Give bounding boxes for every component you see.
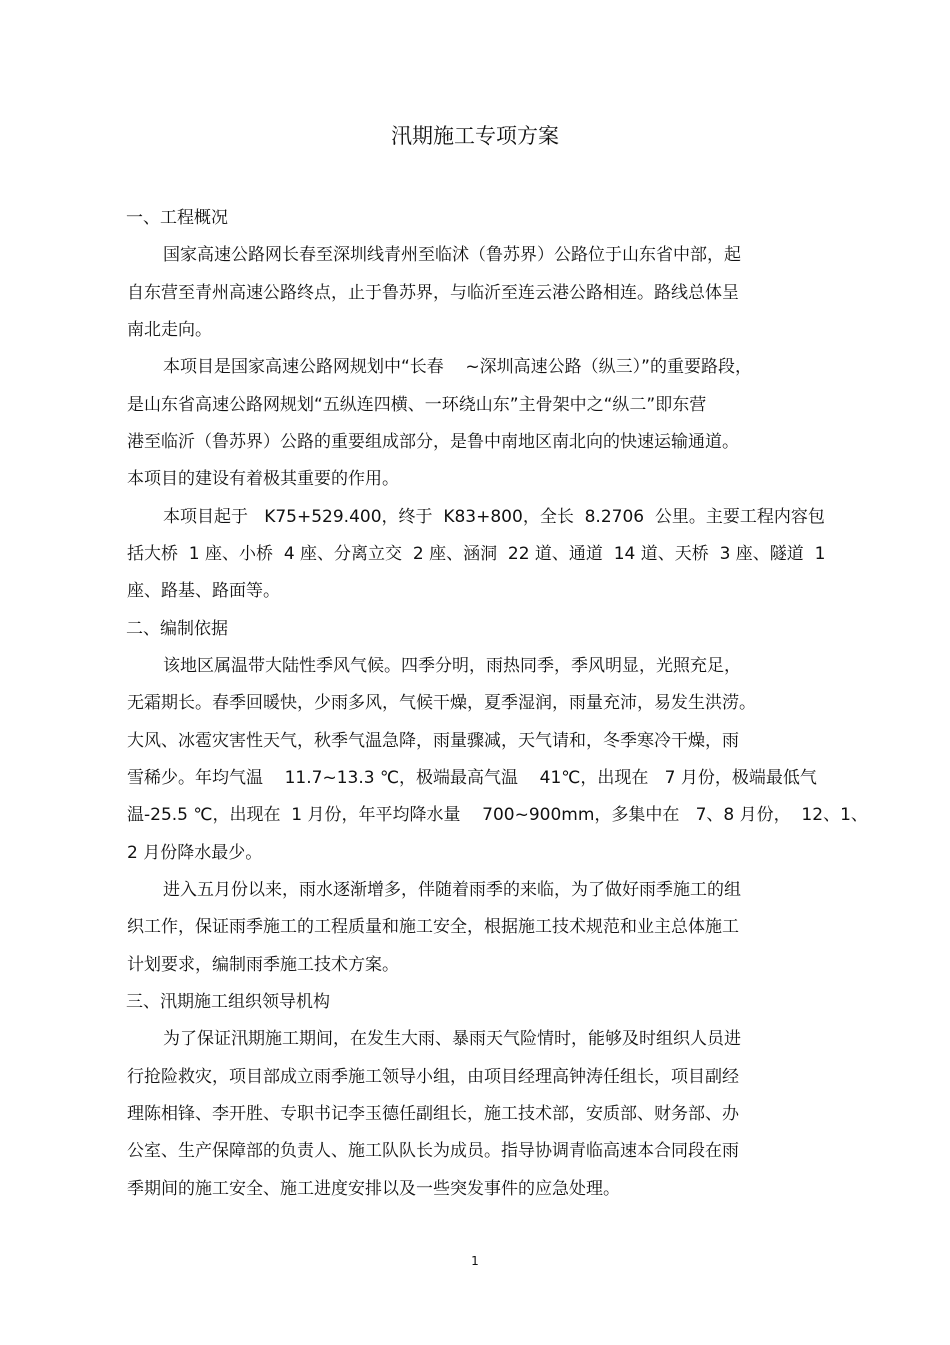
paragraph-line: 大风、冰雹灾害性天气，秋季气温急降，雨量骤减，天气请和，冬季寒冷干燥，雨 [127, 731, 739, 751]
paragraph-line: 织工作，保证雨季施工的工程质量和施工安全，根据施工技术规范和业主总体施工 [127, 917, 739, 937]
paragraph-line: 公室、生产保障部的负责人、施工队队长为成员。指导协调青临高速本合同段在雨 [127, 1141, 739, 1161]
paragraph-line: 是山东省高速公路网规划“五纵连四横、一环绕山东”主骨架中之“纵二”即东营 [127, 395, 707, 415]
paragraph-line: 雪稀少。年均气温 11.7~13.3 ℃，极端最高气温 41℃，出现在 7 月份，极端最低气 [127, 768, 817, 788]
paragraph-line: 无霜期长。春季回暖快，少雨多风，气候干燥，夏季湿润，雨量充沛，易发生洪涝。 [127, 693, 756, 713]
paragraph-line: 理陈相锋、李开胜、专职书记李玉德任副组长，施工技术部，安质部、财务部、办 [127, 1104, 739, 1124]
paragraph-line: 2 月份降水最少。 [127, 843, 263, 863]
paragraph-line: 为了保证汛期施工期间，在发生大雨、暴雨天气险情时，能够及时组织人员进 [163, 1029, 741, 1049]
document-title: 汛期施工专项方案 [391, 124, 559, 148]
paragraph-line: 括大桥 1 座、小桥 4 座、分离立交 2 座、涵洞 22 道、通道 14 道、天桥 3 座、隧道 1 [127, 544, 826, 564]
section-heading-project-overview: 一、工程概况 [126, 208, 228, 228]
page-number: 1 [471, 1254, 479, 1268]
paragraph-line: 座、路基、路面等。 [127, 581, 280, 601]
paragraph-line: 本项目起于 K75+529.400，终于 K83+800，全长 8.2706 公里。主要工程内容包 [163, 507, 825, 527]
paragraph-line: 南北走向。 [127, 320, 212, 340]
paragraph-line: 国家高速公路网长春至深圳线青州至临沭（鲁苏界）公路位于山东省中部，起 [163, 245, 741, 265]
paragraph-line: 本项目是国家高速公路网规划中“长春 ~深圳高速公路（纵三）”的重要路段， [163, 357, 752, 377]
paragraph-line: 进入五月份以来，雨水逐渐增多，伴随着雨季的来临，为了做好雨季施工的组 [163, 880, 741, 900]
paragraph-line: 该地区属温带大陆性季风气候。四季分明，雨热同季，季风明显，光照充足， [163, 656, 741, 676]
section-heading-organization: 三、汛期施工组织领导机构 [126, 992, 330, 1012]
section-heading-basis: 二、编制依据 [126, 619, 228, 639]
paragraph-line: 本项目的建设有着极其重要的作用。 [127, 469, 399, 489]
paragraph-line: 季期间的施工安全、施工进度安排以及一些突发事件的应急处理。 [127, 1179, 620, 1199]
paragraph-line: 计划要求，编制雨季施工技术方案。 [127, 955, 399, 975]
paragraph-line: 行抢险救灾，项目部成立雨季施工领导小组，由项目经理高钟涛任组长，项目副经 [127, 1067, 739, 1087]
paragraph-line: 自东营至青州高速公路终点，止于鲁苏界，与临沂至连云港公路相连。路线总体呈 [127, 283, 739, 303]
paragraph-line: 港至临沂（鲁苏界）公路的重要组成部分，是鲁中南地区南北向的快速运输通道。 [127, 432, 739, 452]
paragraph-line: 温-25.5 ℃，出现在 1 月份，年平均降水量 700~900mm，多集中在 7、8 月份， 12、1、 [127, 805, 868, 825]
